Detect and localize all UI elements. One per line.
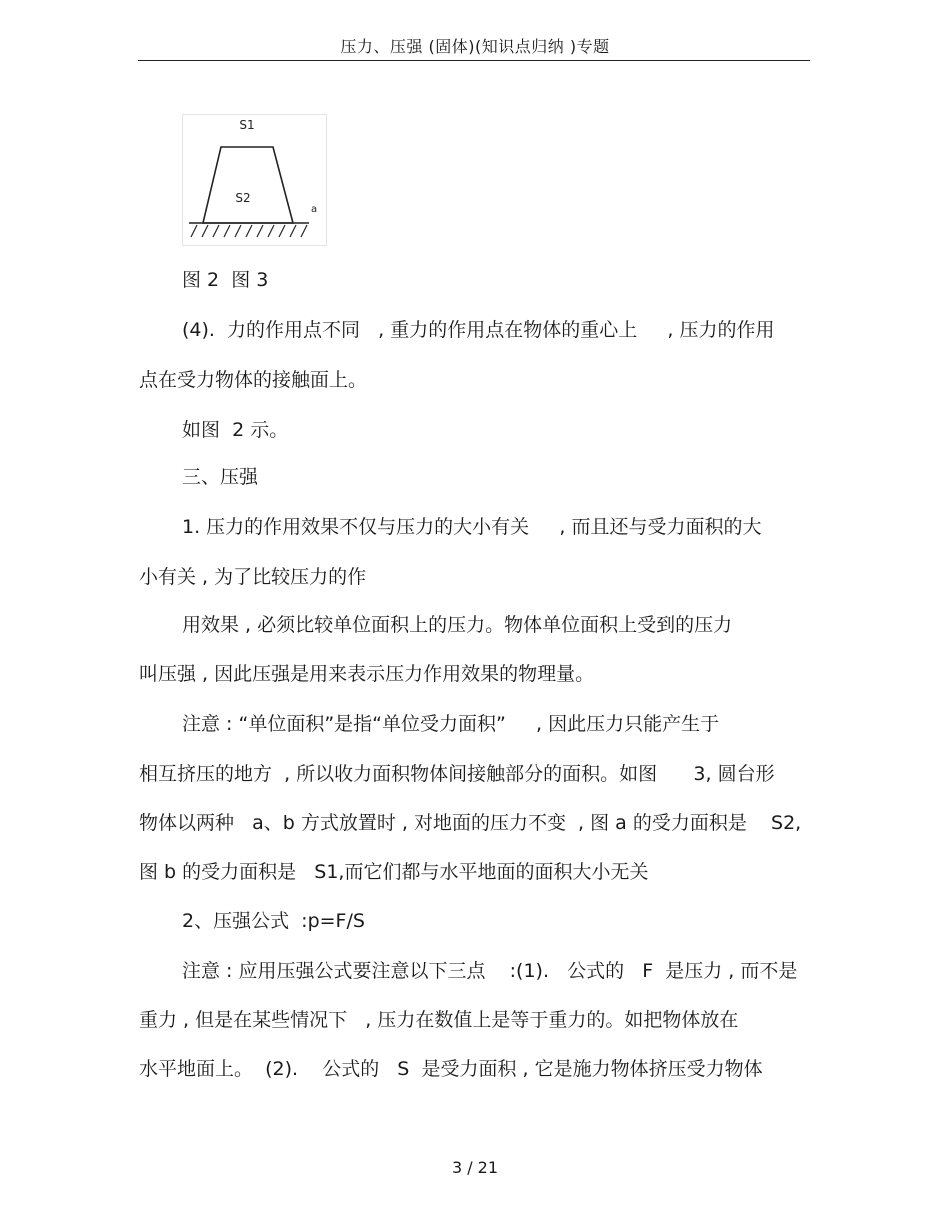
paragraph-line: 物体以两种 a、b 方式放置时 , 对地面的压力不变 , 图 a 的受力面积是 S2, <box>139 812 802 834</box>
paragraph-line: 1. 压力的作用效果不仅与压力的大小有关 , 而且还与受力面积的大 <box>182 516 762 538</box>
paragraph-line: 相互挤压的地方 , 所以收力面积物体间接触部分的面积。如图 3, 圆台形 <box>139 763 775 785</box>
label-s1: S1 <box>239 118 255 132</box>
page-number: 3 / 21 <box>451 1158 499 1177</box>
paragraph-line: 注意 : “单位面积”是指“单位受力面积” , 因此压力只能产生于 <box>182 713 720 735</box>
paragraph-line: (4). 力的作用点不同 , 重力的作用点在物体的重心上 , 压力的作用 <box>182 319 775 341</box>
frustum-shape <box>203 147 293 223</box>
label-a: a <box>311 204 318 215</box>
figure-caption: 图 2 图 3 <box>182 269 269 291</box>
section-heading: 三、压强 <box>182 466 259 488</box>
paragraph-line: 如图 2 示。 <box>182 419 289 441</box>
paragraph-line: 叫压强 , 因此压强是用来表示压力作用效果的物理量。 <box>139 663 595 685</box>
paragraph-line: 重力 , 但是在某些情况下 , 压力在数值上是等于重力的。如把物体放在 <box>139 1009 739 1031</box>
paragraph-line: 注意 : 应用压强公式要注意以下三点 :(1). 公式的 F 是压力 , 而不是 <box>182 960 798 982</box>
header-divider <box>138 60 810 61</box>
paragraph-line: 2、压强公式 :p=F/S <box>182 910 365 932</box>
frustum-figure <box>182 114 327 246</box>
paragraph-line: 图 b 的受力面积是 S1,而它们都与水平地面的面积大小无关 <box>139 861 649 883</box>
paragraph-line: 小有关 , 为了比较压力的作 <box>139 566 367 588</box>
frustum-diagram <box>183 115 326 245</box>
ground-hatching <box>191 225 307 237</box>
page-header-title: 压力、压强 (固体)(知识点归纳 )专题 <box>340 37 610 56</box>
paragraph-line: 水平地面上。 (2). 公式的 S 是受力面积 , 它是施力物体挤压受力物体 <box>139 1058 763 1080</box>
label-s2: S2 <box>235 191 251 205</box>
paragraph-line: 点在受力物体的接触面上。 <box>139 369 368 391</box>
paragraph-line: 用效果 , 必须比较单位面积上的压力。物体单位面积上受到的压力 <box>182 614 733 636</box>
